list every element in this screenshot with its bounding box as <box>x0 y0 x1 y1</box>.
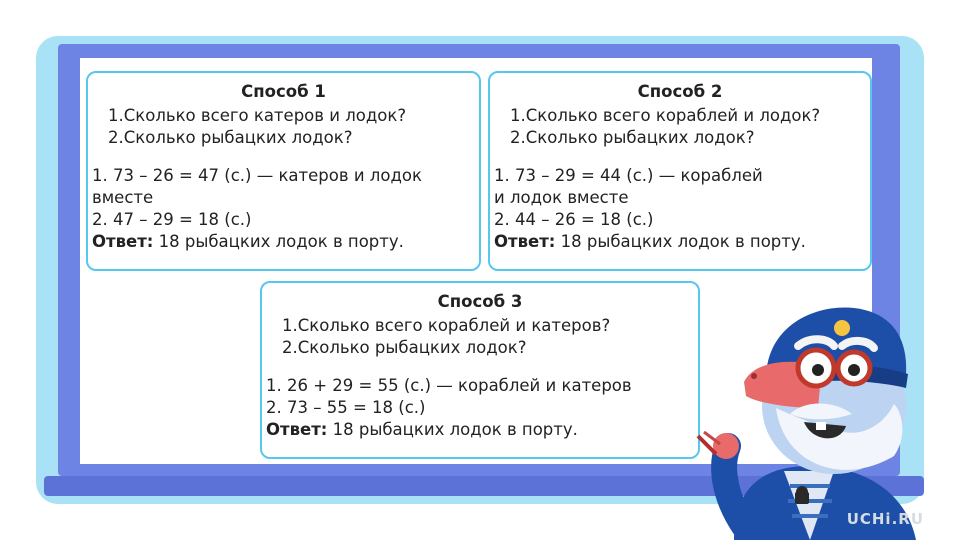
answer-text: 18 рыбацких лодок в порту. <box>153 232 404 251</box>
uchi-logo: UCHi.RU <box>846 510 924 528</box>
answer-label: Ответ: <box>92 232 154 251</box>
step-line: вместе <box>92 188 154 207</box>
step-line: 2. 47 – 29 = 18 (с.) <box>92 210 252 229</box>
step-line: 1. 26 + 29 = 55 (с.) — кораблей и катеров <box>266 376 632 395</box>
answer-text: 18 рыбацких лодок в порту. <box>555 232 806 251</box>
answer-line <box>92 231 479 253</box>
solution-block <box>490 165 870 253</box>
step-line: 1. 73 – 29 = 44 (с.) — кораблей <box>494 166 763 185</box>
captain-mascot-illustration <box>694 296 926 540</box>
method-card-2 <box>488 71 872 271</box>
answer-label: Ответ: <box>494 232 556 251</box>
solution-block <box>262 375 698 441</box>
solution-block <box>88 165 479 253</box>
method-title: Способ 2 <box>637 82 723 101</box>
answer-text: 18 рыбацких лодок в порту. <box>327 420 578 439</box>
method-card-3 <box>260 281 700 459</box>
method-title: Способ 3 <box>437 292 523 311</box>
answer-line <box>494 231 870 253</box>
step-line: 2. 73 – 55 = 18 (с.) <box>266 398 426 417</box>
step-line: и лодок вместе <box>494 188 629 207</box>
question-line: 1.Сколько всего кораблей и лодок? <box>510 106 821 125</box>
answer-label: Ответ: <box>266 420 328 439</box>
method-title: Способ 1 <box>241 82 326 101</box>
answer-line <box>266 419 698 441</box>
question-line: 1.Сколько всего кораблей и катеров? <box>282 316 611 335</box>
question-line: 1.Сколько всего катеров и лодок? <box>108 106 407 125</box>
step-line: 2. 44 – 26 = 18 (с.) <box>494 210 654 229</box>
method-card-1 <box>86 71 481 271</box>
step-line: 1. 73 – 26 = 47 (с.) — катеров и лодок <box>92 166 422 185</box>
question-line: 2.Сколько рыбацких лодок? <box>282 338 527 357</box>
question-line: 2.Сколько рыбацких лодок? <box>510 128 755 147</box>
question-line: 2.Сколько рыбацких лодок? <box>108 128 353 147</box>
